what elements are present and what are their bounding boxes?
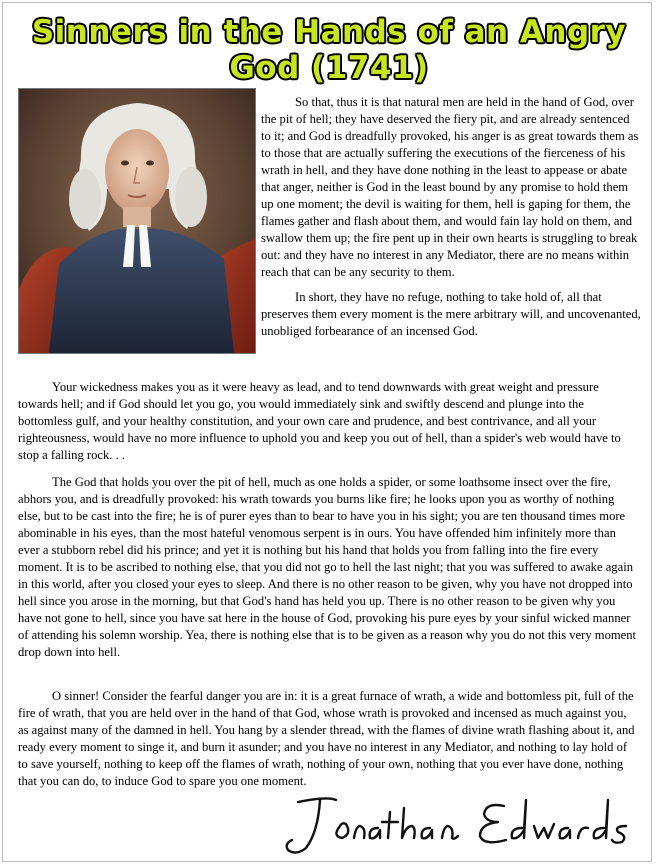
paragraph-2: In short, they have no refuge, nothing to take hold of, all that preserves them every moment is the mere arbitrary will, and uncovenanted, unobliged forbearance of an incensed God. [261, 290, 641, 338]
signature-handwriting [258, 792, 648, 856]
portrait-image [18, 88, 256, 354]
paragraph-4-block [18, 474, 640, 661]
paragraph-3-block [18, 379, 640, 464]
paragraph-3: Your wickedness makes you as it were heavy as lead, and to tend downwards with great weight and pressure towards hell; and if God should let you go, you would immediately sink and swiftly descend and plunge into the bottomless gulf, and your healthy constitution, and your own care and prudence, and best contrivance, and all your righteousness, would have no more influence to uphold you and keep you out of hell, than a spider's web would have to stop a falling rock. . . [18, 380, 621, 462]
page-title: Sinners in the Hands of an Angry God (1741) [31, 14, 627, 86]
paragraph-5: O sinner! Consider the fearful danger you are in: it is a great furnace of wrath, a wide and bottomless pit, full of the fire of wrath, that you are held over in the hand of that God, whose wrath is provoked and incensed as much against you, as against many of the damned in hell. You hang by a slender thread, with the flames of divine wrath flashing about it, and ready every moment to singe it, and burn it asunder; and you have no interest in any Mediator, and nothing to lay hold of to save yourself, nothing to keep off the flames of wrath, nothing of your own, nothing that you ever have done, nothing that you can do, to induce God to spare you one moment. [18, 689, 635, 788]
paragraph-5-block [18, 688, 640, 790]
signature [258, 792, 648, 856]
paragraph-4: The God that holds you over the pit of hell, much as one holds a spider, or some loathsome insect over the fire, abhors you, and is dreadfully provoked: his wrath towards you burns like fire; he looks upon you as worthy of nothing else, but to be cast into the fire; he is of purer eyes than to bear to have you in his sight; you are ten thousand times more abominable in his eyes, than the most hateful venomous serpent is in ours. You have offended him infinitely more than ever a stubborn rebel did his prince; and yet it is nothing but his hand that holds you from falling into the fire every moment. It is to be ascribed to nothing else, that you did not go to hell the last night; that you was suffered to awake again in this world, after you closed your eyes to sleep. And there is no other reason to be given, why you have not dropped into hell since you arose in the morning, but that God's hand has held you up. There is no other reason to be given why you have not gone to hell, since you have sat here in the house of God, provoking his pure eyes by your sinful wicked manner of attending his solemn worship. Yea, there is nothing else that is to be given as a reason why you do not this very moment drop down into hell. [18, 475, 637, 659]
paragraph-1: So that, thus it is that natural men are held in the hand of God, over the pit of hell; they have deserved the fiery pit, and are already sentenced to it; and God is dreadfully provoked, his anger is as great towards them as to those that are actually suffering the executions of the fierceness of his wrath in hell, and they have done nothing in the least to appease or abate that anger, neither is God in the least bound by any promise to hold them up one moment; the devil is waiting for them, hell is gaping for them, the flames gather and flash about them, and would fain lay hold on them, and swallow them up; the fire pent up in their own hearts is struggling to break out: and they have no interest in any Mediator, there are no means within reach that can be any security to them. [261, 95, 639, 279]
intro-column [261, 94, 641, 340]
